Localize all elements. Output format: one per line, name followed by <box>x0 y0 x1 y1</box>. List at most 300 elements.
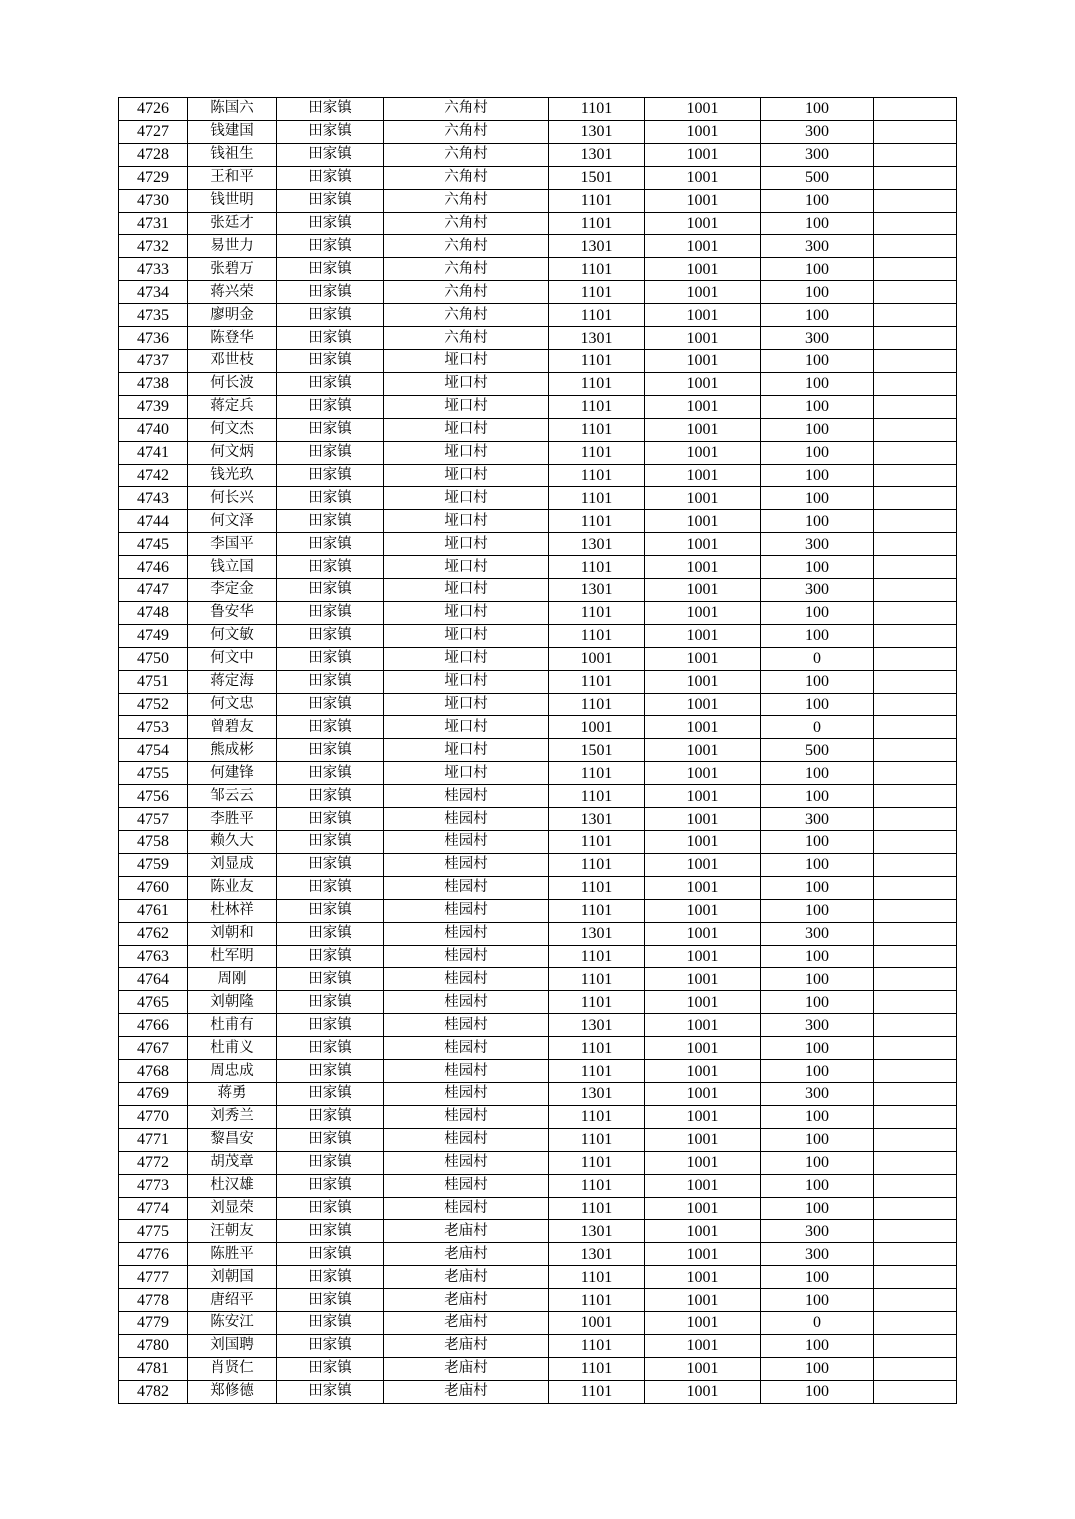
cell-remark <box>874 349 957 372</box>
cell-town: 田家镇 <box>277 1060 384 1083</box>
cell-row-number: 4763 <box>119 945 188 968</box>
cell-village: 垭口村 <box>384 533 549 556</box>
cell-remark <box>874 899 957 922</box>
cell-value-b: 1001 <box>645 1357 761 1380</box>
cell-difference: 100 <box>761 1174 874 1197</box>
cell-row-number: 4739 <box>119 395 188 418</box>
table-row <box>119 1289 957 1312</box>
cell-difference: 0 <box>761 647 874 670</box>
cell-village: 桂园村 <box>384 1105 549 1128</box>
cell-row-number: 4745 <box>119 533 188 556</box>
cell-value-a: 1101 <box>549 624 645 647</box>
cell-remark <box>874 441 957 464</box>
table-row <box>119 876 957 899</box>
table-row <box>119 922 957 945</box>
cell-value-a: 1301 <box>549 235 645 258</box>
cell-value-b: 1001 <box>645 464 761 487</box>
cell-row-number: 4736 <box>119 327 188 350</box>
cell-village: 桂园村 <box>384 1174 549 1197</box>
cell-value-b: 1001 <box>645 808 761 831</box>
cell-value-b: 1001 <box>645 991 761 1014</box>
cell-value-a: 1301 <box>549 1082 645 1105</box>
cell-town: 田家镇 <box>277 693 384 716</box>
cell-remark <box>874 1380 957 1403</box>
cell-value-b: 1001 <box>645 418 761 441</box>
cell-value-a: 1301 <box>549 327 645 350</box>
table-row <box>119 1380 957 1403</box>
cell-town: 田家镇 <box>277 120 384 143</box>
cell-remark <box>874 1151 957 1174</box>
table-row <box>119 556 957 579</box>
cell-difference: 100 <box>761 1334 874 1357</box>
cell-village: 桂园村 <box>384 991 549 1014</box>
cell-town: 田家镇 <box>277 1243 384 1266</box>
cell-name: 赖久大 <box>188 831 277 854</box>
cell-remark <box>874 418 957 441</box>
cell-row-number: 4731 <box>119 212 188 235</box>
cell-difference: 100 <box>761 945 874 968</box>
cell-difference: 100 <box>761 899 874 922</box>
cell-name: 钱光玖 <box>188 464 277 487</box>
cell-value-a: 1101 <box>549 1037 645 1060</box>
cell-value-b: 1001 <box>645 1151 761 1174</box>
table-row <box>119 1220 957 1243</box>
cell-village: 垭口村 <box>384 739 549 762</box>
cell-value-b: 1001 <box>645 693 761 716</box>
cell-town: 田家镇 <box>277 418 384 441</box>
table-row <box>119 624 957 647</box>
cell-value-a: 1501 <box>549 739 645 762</box>
cell-difference: 100 <box>761 349 874 372</box>
cell-difference: 100 <box>761 762 874 785</box>
cell-difference: 100 <box>761 304 874 327</box>
cell-name: 易世力 <box>188 235 277 258</box>
cell-remark <box>874 1128 957 1151</box>
cell-village: 垭口村 <box>384 647 549 670</box>
table-row <box>119 1266 957 1289</box>
cell-remark <box>874 945 957 968</box>
table-row <box>119 510 957 533</box>
cell-difference: 100 <box>761 1357 874 1380</box>
cell-value-a: 1101 <box>549 258 645 281</box>
cell-town: 田家镇 <box>277 1266 384 1289</box>
cell-value-b: 1001 <box>645 166 761 189</box>
cell-value-a: 1101 <box>549 601 645 624</box>
cell-name: 杜军明 <box>188 945 277 968</box>
cell-value-b: 1001 <box>645 327 761 350</box>
cell-row-number: 4771 <box>119 1128 188 1151</box>
cell-village: 桂园村 <box>384 876 549 899</box>
table-row <box>119 120 957 143</box>
cell-row-number: 4779 <box>119 1312 188 1335</box>
cell-difference: 100 <box>761 258 874 281</box>
cell-remark <box>874 1060 957 1083</box>
cell-remark <box>874 647 957 670</box>
cell-value-b: 1001 <box>645 395 761 418</box>
table-row <box>119 716 957 739</box>
cell-difference: 100 <box>761 372 874 395</box>
cell-name: 曾碧友 <box>188 716 277 739</box>
cell-name: 周刚 <box>188 968 277 991</box>
cell-value-b: 1001 <box>645 876 761 899</box>
cell-town: 田家镇 <box>277 143 384 166</box>
cell-row-number: 4753 <box>119 716 188 739</box>
cell-name: 杜汉雄 <box>188 1174 277 1197</box>
cell-town: 田家镇 <box>277 464 384 487</box>
cell-value-b: 1001 <box>645 258 761 281</box>
cell-village: 桂园村 <box>384 1082 549 1105</box>
cell-row-number: 4748 <box>119 601 188 624</box>
cell-remark <box>874 556 957 579</box>
cell-remark <box>874 991 957 1014</box>
table-body <box>119 98 957 1404</box>
cell-town: 田家镇 <box>277 212 384 235</box>
cell-difference: 0 <box>761 716 874 739</box>
cell-town: 田家镇 <box>277 166 384 189</box>
cell-row-number: 4744 <box>119 510 188 533</box>
cell-remark <box>874 1220 957 1243</box>
cell-value-b: 1001 <box>645 762 761 785</box>
cell-value-b: 1001 <box>645 1266 761 1289</box>
cell-name: 黎昌安 <box>188 1128 277 1151</box>
cell-village: 六角村 <box>384 327 549 350</box>
cell-value-a: 1101 <box>549 441 645 464</box>
cell-value-b: 1001 <box>645 235 761 258</box>
cell-remark <box>874 235 957 258</box>
cell-value-a: 1101 <box>549 693 645 716</box>
cell-value-a: 1101 <box>549 1380 645 1403</box>
cell-remark <box>874 670 957 693</box>
cell-remark <box>874 1105 957 1128</box>
cell-value-b: 1001 <box>645 1105 761 1128</box>
cell-village: 垭口村 <box>384 601 549 624</box>
cell-row-number: 4735 <box>119 304 188 327</box>
cell-remark <box>874 716 957 739</box>
cell-value-a: 1101 <box>549 395 645 418</box>
cell-value-b: 1001 <box>645 831 761 854</box>
cell-value-a: 1101 <box>549 1266 645 1289</box>
cell-row-number: 4762 <box>119 922 188 945</box>
cell-value-a: 1101 <box>549 1357 645 1380</box>
table-row <box>119 579 957 602</box>
cell-town: 田家镇 <box>277 922 384 945</box>
cell-remark <box>874 1197 957 1220</box>
cell-difference: 100 <box>761 1060 874 1083</box>
cell-value-a: 1001 <box>549 1312 645 1335</box>
cell-row-number: 4760 <box>119 876 188 899</box>
cell-row-number: 4728 <box>119 143 188 166</box>
table-row <box>119 166 957 189</box>
cell-remark <box>874 166 957 189</box>
cell-village: 垭口村 <box>384 510 549 533</box>
cell-difference: 100 <box>761 968 874 991</box>
table-row <box>119 395 957 418</box>
cell-remark <box>874 464 957 487</box>
cell-row-number: 4729 <box>119 166 188 189</box>
cell-difference: 100 <box>761 693 874 716</box>
cell-remark <box>874 762 957 785</box>
cell-value-b: 1001 <box>645 487 761 510</box>
cell-value-a: 1101 <box>549 1128 645 1151</box>
cell-difference: 100 <box>761 556 874 579</box>
cell-difference: 0 <box>761 1312 874 1335</box>
cell-row-number: 4768 <box>119 1060 188 1083</box>
cell-town: 田家镇 <box>277 327 384 350</box>
cell-remark <box>874 1037 957 1060</box>
cell-value-a: 1101 <box>549 510 645 533</box>
cell-difference: 300 <box>761 1220 874 1243</box>
cell-town: 田家镇 <box>277 785 384 808</box>
cell-village: 桂园村 <box>384 922 549 945</box>
cell-difference: 100 <box>761 189 874 212</box>
cell-name: 廖明金 <box>188 304 277 327</box>
cell-town: 田家镇 <box>277 579 384 602</box>
cell-name: 刘国聘 <box>188 1334 277 1357</box>
cell-village: 老庙村 <box>384 1357 549 1380</box>
cell-value-a: 1101 <box>549 1289 645 1312</box>
cell-town: 田家镇 <box>277 945 384 968</box>
cell-value-b: 1001 <box>645 510 761 533</box>
cell-row-number: 4758 <box>119 831 188 854</box>
cell-remark <box>874 1174 957 1197</box>
cell-village: 桂园村 <box>384 808 549 831</box>
cell-name: 陈安江 <box>188 1312 277 1335</box>
table-row <box>119 831 957 854</box>
cell-town: 田家镇 <box>277 853 384 876</box>
cell-row-number: 4742 <box>119 464 188 487</box>
cell-value-a: 1101 <box>549 945 645 968</box>
cell-difference: 300 <box>761 533 874 556</box>
cell-difference: 100 <box>761 281 874 304</box>
cell-row-number: 4749 <box>119 624 188 647</box>
cell-remark <box>874 1266 957 1289</box>
cell-town: 田家镇 <box>277 533 384 556</box>
cell-value-a: 1101 <box>549 831 645 854</box>
cell-row-number: 4772 <box>119 1151 188 1174</box>
cell-town: 田家镇 <box>277 441 384 464</box>
table-row <box>119 418 957 441</box>
cell-value-b: 1001 <box>645 1220 761 1243</box>
cell-difference: 100 <box>761 1037 874 1060</box>
cell-name: 何长波 <box>188 372 277 395</box>
cell-remark <box>874 327 957 350</box>
table-row <box>119 143 957 166</box>
cell-remark <box>874 693 957 716</box>
cell-difference: 100 <box>761 1197 874 1220</box>
cell-town: 田家镇 <box>277 1220 384 1243</box>
table-row <box>119 304 957 327</box>
table-row <box>119 1105 957 1128</box>
cell-town: 田家镇 <box>277 762 384 785</box>
cell-value-b: 1001 <box>645 1082 761 1105</box>
table-row <box>119 1151 957 1174</box>
cell-village: 六角村 <box>384 281 549 304</box>
cell-row-number: 4737 <box>119 349 188 372</box>
cell-value-b: 1001 <box>645 212 761 235</box>
cell-village: 老庙村 <box>384 1312 549 1335</box>
cell-name: 陈国六 <box>188 98 277 121</box>
table-row <box>119 1312 957 1335</box>
cell-row-number: 4750 <box>119 647 188 670</box>
cell-town: 田家镇 <box>277 510 384 533</box>
data-table <box>118 97 957 1404</box>
cell-value-a: 1301 <box>549 808 645 831</box>
cell-value-a: 1301 <box>549 533 645 556</box>
cell-difference: 300 <box>761 922 874 945</box>
cell-difference: 300 <box>761 120 874 143</box>
table-row <box>119 1014 957 1037</box>
cell-village: 老庙村 <box>384 1243 549 1266</box>
cell-town: 田家镇 <box>277 899 384 922</box>
cell-row-number: 4759 <box>119 853 188 876</box>
table-row <box>119 1197 957 1220</box>
cell-value-a: 1301 <box>549 120 645 143</box>
cell-remark <box>874 1014 957 1037</box>
cell-town: 田家镇 <box>277 1334 384 1357</box>
cell-name: 李定金 <box>188 579 277 602</box>
cell-value-a: 1101 <box>549 1197 645 1220</box>
cell-name: 钱祖生 <box>188 143 277 166</box>
cell-name: 汪朝友 <box>188 1220 277 1243</box>
cell-value-a: 1101 <box>549 899 645 922</box>
table-row <box>119 968 957 991</box>
cell-value-b: 1001 <box>645 1334 761 1357</box>
cell-village: 桂园村 <box>384 945 549 968</box>
cell-remark <box>874 579 957 602</box>
table-row <box>119 991 957 1014</box>
table-row <box>119 945 957 968</box>
cell-difference: 100 <box>761 1151 874 1174</box>
table-row <box>119 1037 957 1060</box>
cell-row-number: 4757 <box>119 808 188 831</box>
cell-village: 垭口村 <box>384 624 549 647</box>
table-row <box>119 808 957 831</box>
cell-difference: 100 <box>761 487 874 510</box>
cell-name: 陈登华 <box>188 327 277 350</box>
cell-village: 垭口村 <box>384 716 549 739</box>
table-row <box>119 464 957 487</box>
cell-name: 李胜平 <box>188 808 277 831</box>
cell-value-b: 1001 <box>645 556 761 579</box>
cell-town: 田家镇 <box>277 487 384 510</box>
cell-name: 何文炳 <box>188 441 277 464</box>
table-row <box>119 1174 957 1197</box>
cell-name: 周忠成 <box>188 1060 277 1083</box>
cell-difference: 100 <box>761 601 874 624</box>
cell-remark <box>874 1312 957 1335</box>
cell-value-a: 1101 <box>549 189 645 212</box>
cell-name: 何文泽 <box>188 510 277 533</box>
cell-value-a: 1301 <box>549 922 645 945</box>
cell-row-number: 4770 <box>119 1105 188 1128</box>
cell-difference: 100 <box>761 991 874 1014</box>
cell-value-a: 1101 <box>549 1105 645 1128</box>
cell-town: 田家镇 <box>277 831 384 854</box>
cell-name: 钱立国 <box>188 556 277 579</box>
cell-remark <box>874 533 957 556</box>
cell-value-a: 1001 <box>549 716 645 739</box>
cell-remark <box>874 876 957 899</box>
cell-value-a: 1101 <box>549 785 645 808</box>
cell-row-number: 4780 <box>119 1334 188 1357</box>
cell-town: 田家镇 <box>277 98 384 121</box>
cell-difference: 100 <box>761 1128 874 1151</box>
cell-town: 田家镇 <box>277 876 384 899</box>
cell-village: 垭口村 <box>384 556 549 579</box>
cell-value-b: 1001 <box>645 441 761 464</box>
table-row <box>119 372 957 395</box>
table-row <box>119 533 957 556</box>
cell-village: 六角村 <box>384 235 549 258</box>
cell-difference: 100 <box>761 441 874 464</box>
cell-village: 桂园村 <box>384 899 549 922</box>
cell-remark <box>874 487 957 510</box>
table-row <box>119 212 957 235</box>
cell-name: 何建锋 <box>188 762 277 785</box>
cell-value-b: 1001 <box>645 1197 761 1220</box>
cell-name: 何文中 <box>188 647 277 670</box>
cell-row-number: 4741 <box>119 441 188 464</box>
cell-difference: 100 <box>761 510 874 533</box>
cell-remark <box>874 922 957 945</box>
cell-value-b: 1001 <box>645 968 761 991</box>
cell-value-b: 1001 <box>645 533 761 556</box>
cell-village: 桂园村 <box>384 1014 549 1037</box>
cell-town: 田家镇 <box>277 1105 384 1128</box>
cell-row-number: 4774 <box>119 1197 188 1220</box>
cell-difference: 500 <box>761 166 874 189</box>
cell-town: 田家镇 <box>277 1174 384 1197</box>
cell-value-a: 1101 <box>549 1174 645 1197</box>
cell-village: 垭口村 <box>384 464 549 487</box>
cell-village: 垭口村 <box>384 693 549 716</box>
cell-name: 何文敏 <box>188 624 277 647</box>
cell-remark <box>874 853 957 876</box>
cell-name: 杜甫有 <box>188 1014 277 1037</box>
cell-remark <box>874 510 957 533</box>
cell-value-a: 1301 <box>549 1220 645 1243</box>
cell-village: 六角村 <box>384 98 549 121</box>
cell-town: 田家镇 <box>277 647 384 670</box>
cell-row-number: 4764 <box>119 968 188 991</box>
cell-row-number: 4776 <box>119 1243 188 1266</box>
cell-value-a: 1501 <box>549 166 645 189</box>
cell-value-a: 1101 <box>549 464 645 487</box>
cell-value-a: 1101 <box>549 991 645 1014</box>
cell-name: 蒋勇 <box>188 1082 277 1105</box>
cell-row-number: 4751 <box>119 670 188 693</box>
cell-village: 老庙村 <box>384 1334 549 1357</box>
cell-town: 田家镇 <box>277 670 384 693</box>
table-row <box>119 762 957 785</box>
cell-remark <box>874 739 957 762</box>
cell-value-a: 1101 <box>549 349 645 372</box>
cell-name: 杜林祥 <box>188 899 277 922</box>
cell-village: 桂园村 <box>384 853 549 876</box>
cell-village: 桂园村 <box>384 831 549 854</box>
cell-difference: 100 <box>761 1105 874 1128</box>
cell-value-b: 1001 <box>645 372 761 395</box>
cell-remark <box>874 1334 957 1357</box>
cell-town: 田家镇 <box>277 1357 384 1380</box>
cell-difference: 300 <box>761 1243 874 1266</box>
table-row <box>119 1128 957 1151</box>
cell-town: 田家镇 <box>277 601 384 624</box>
cell-village: 六角村 <box>384 189 549 212</box>
cell-remark <box>874 831 957 854</box>
cell-town: 田家镇 <box>277 349 384 372</box>
cell-value-a: 1101 <box>549 1060 645 1083</box>
